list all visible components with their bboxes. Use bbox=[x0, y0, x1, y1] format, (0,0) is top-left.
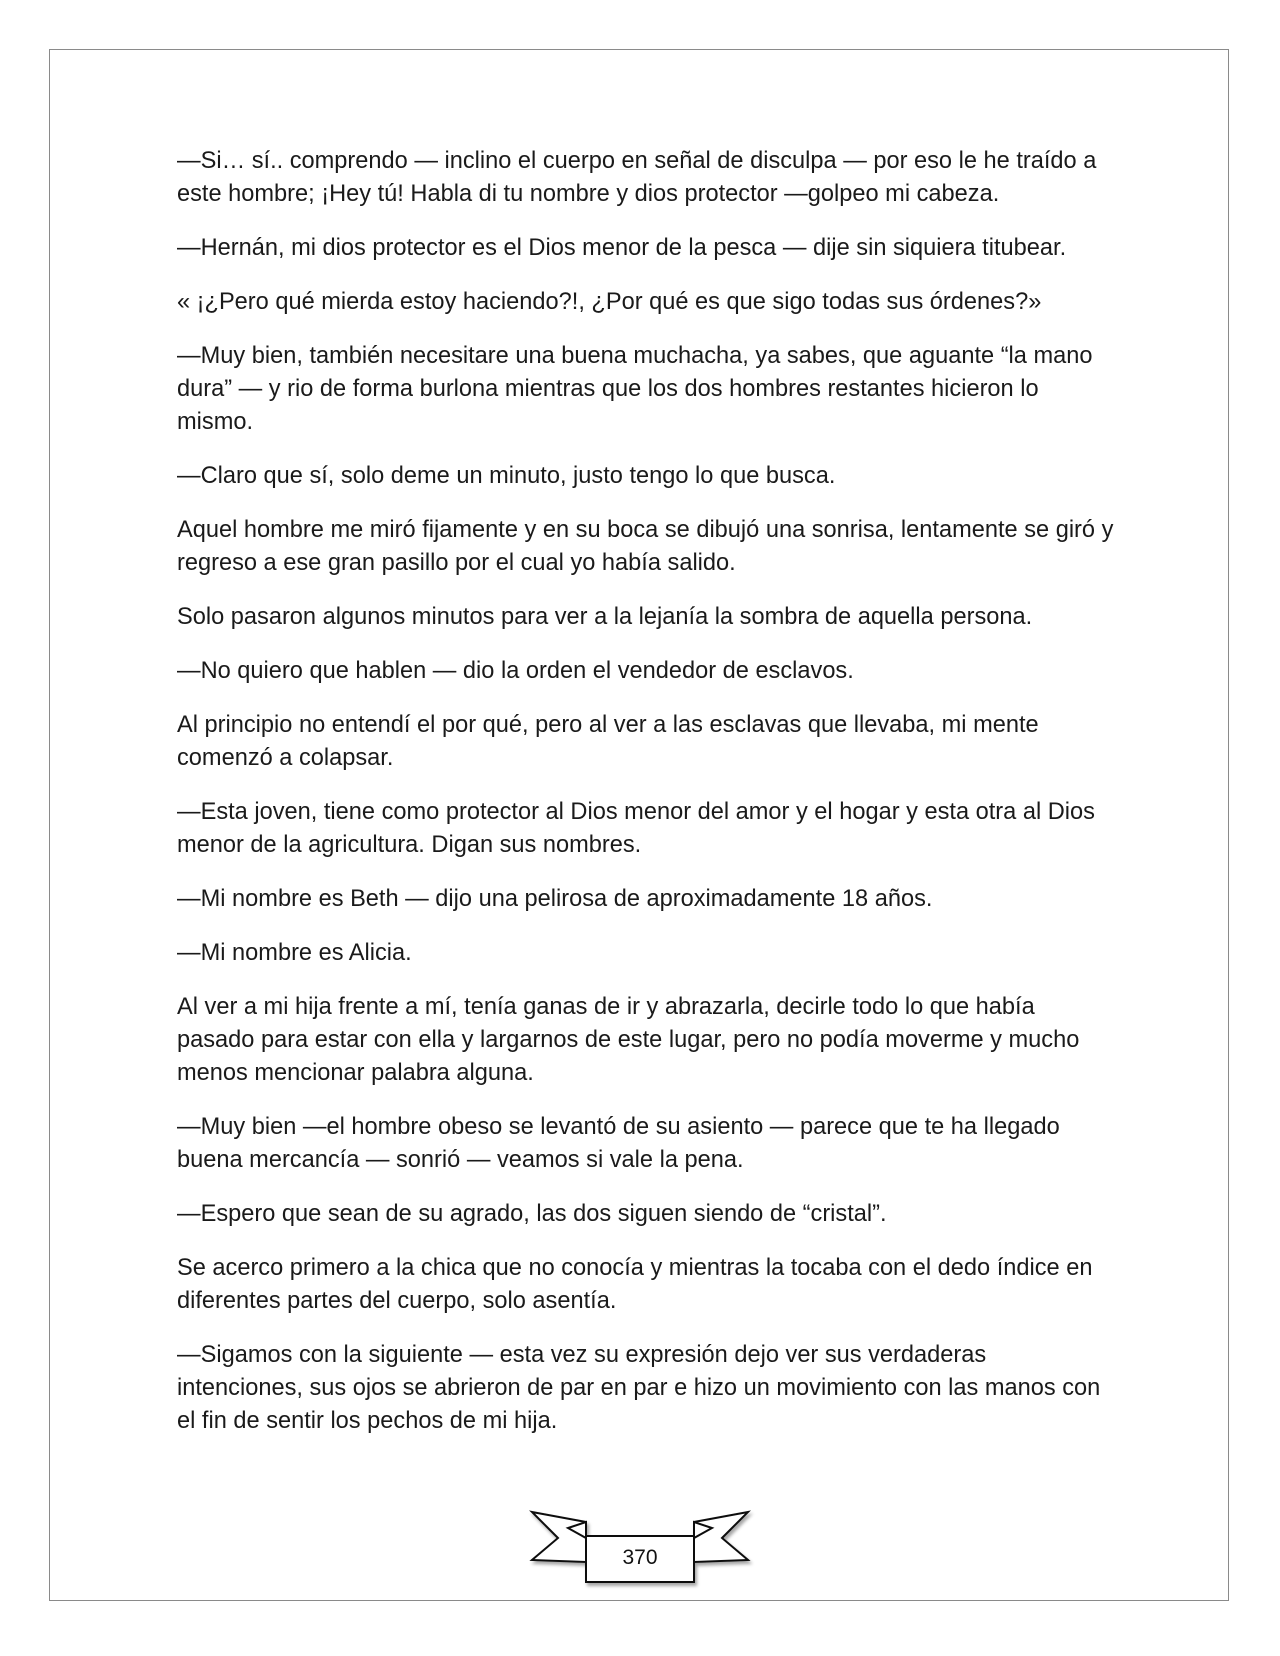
paragraph: Se acerco primero a la chica que no conocía y mientras la tocaba con el dedo índice en diferentes partes del cuerpo, solo asentía. bbox=[177, 1255, 1093, 1314]
paragraph: —Esta joven, tiene como protector al Dios menor del amor y el hogar y esta otra al Dios menor de la agricultura. Digan sus nombres. bbox=[177, 799, 1095, 858]
paragraph: —Mi nombre es Alicia. bbox=[177, 940, 412, 966]
paragraph: Aquel hombre me miró fijamente y en su boca se dibujó una sonrisa, lentamente se giró y regreso a ese gran pasillo por el cual yo había salido. bbox=[177, 517, 1114, 576]
paragraph: Al ver a mi hija frente a mí, tenía ganas de ir y abrazarla, decirle todo lo que había pasado para estar con ella y largarnos de este lugar, pero no podía moverme y mucho menos mencionar palabra alguna. bbox=[177, 994, 1080, 1086]
paragraph: Solo pasaron algunos minutos para ver a la lejanía la sombra de aquella persona. bbox=[177, 604, 1033, 630]
paragraph: —Sigamos con la siguiente — esta vez su expresión dejo ver sus verdaderas intenciones, sus ojos se abrieron de par en par e hizo un movimiento con las manos con el fin de sentir los pechos de mi hija. bbox=[177, 1342, 1101, 1434]
paragraph: —Claro que sí, solo deme un minuto, justo tengo lo que busca. bbox=[177, 463, 836, 489]
document-body bbox=[177, 145, 1117, 1459]
paragraph: —Hernán, mi dios protector es el Dios menor de la pesca — dije sin siquiera titubear. bbox=[177, 235, 1067, 261]
paragraph: —Mi nombre es Beth — dijo una pelirosa de aproximadamente 18 años. bbox=[177, 886, 933, 912]
paragraph: —Si… sí.. comprendo — inclino el cuerpo en señal de disculpa — por eso le he traído a este hombre; ¡Hey tú! Habla di tu nombre y dios protector —golpeo mi cabeza. bbox=[177, 148, 1097, 207]
page-number: 370 bbox=[622, 1546, 658, 1569]
paragraph: —No quiero que hablen — dio la orden el vendedor de esclavos. bbox=[177, 658, 854, 684]
paragraph: —Muy bien, también necesitare una buena muchacha, ya sabes, que aguante “la mano dura” — y rio de forma burlona mientras que los dos hombres restantes hicieron lo mismo. bbox=[177, 343, 1093, 435]
paragraph: —Espero que sean de su agrado, las dos siguen siendo de “cristal”. bbox=[177, 1201, 887, 1227]
paragraph: —Muy bien —el hombre obeso se levantó de su asiento — parece que te ha llegado buena mercancía — sonrió — veamos si vale la pena. bbox=[177, 1114, 1060, 1173]
paragraph: « ¡¿Pero qué mierda estoy haciendo?!, ¿Por qué es que sigo todas sus órdenes?» bbox=[177, 289, 1042, 315]
paragraph: Al principio no entendí el por qué, pero al ver a las esclavas que llevaba, mi mente comenzó a colapsar. bbox=[177, 712, 1039, 771]
